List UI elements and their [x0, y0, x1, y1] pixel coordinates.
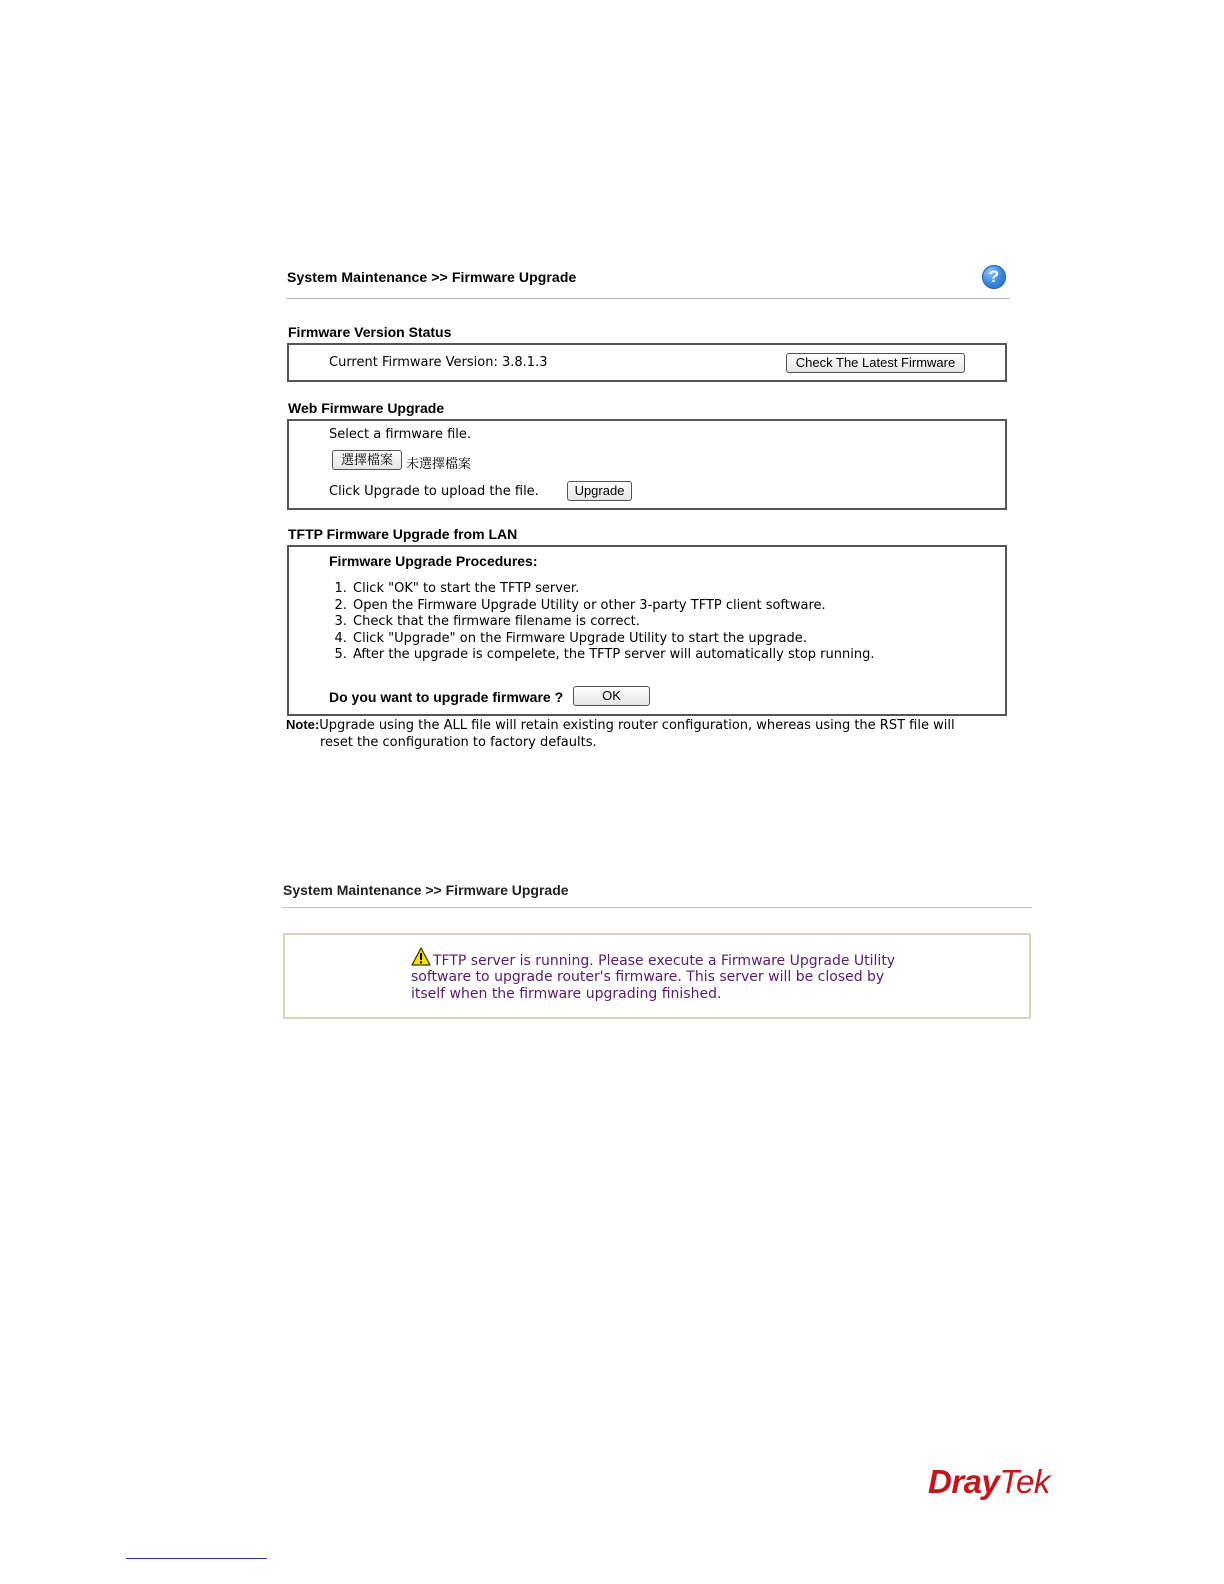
status-message-box: [283, 933, 1031, 1019]
procedure-step: 1. Click "OK" to start the TFTP server.: [351, 581, 874, 598]
ok-button[interactable]: OK: [573, 686, 650, 706]
current-firmware-version: Current Firmware Version: 3.8.1.3: [329, 355, 548, 370]
firmware-upgrade-panel: [286, 262, 1010, 757]
tftp-running-panel: [282, 878, 1032, 1023]
header-divider: [282, 907, 1032, 908]
note-line1: Upgrade using the ALL file will retain existing router configuration, whereas using the RST file will: [319, 718, 955, 733]
help-icon[interactable]: ?: [982, 265, 1006, 289]
upgrade-question: Do you want to upgrade firmware ?: [329, 689, 564, 705]
web-firmware-upgrade-box: [287, 419, 1007, 510]
procedure-step: 2. Open the Firmware Upgrade Utility or other 3-party TFTP client software.: [351, 598, 874, 615]
status-message: [411, 953, 931, 1002]
procedure-list: [329, 581, 874, 664]
draytek-logo: [928, 1463, 1050, 1501]
firmware-version-status-box: [287, 343, 1007, 382]
logo-part2: Tek: [999, 1463, 1050, 1500]
procedures-title: Firmware Upgrade Procedures:: [329, 553, 538, 569]
message-line1: TFTP server is running. Please execute a Firmware Upgrade Utility: [433, 953, 896, 969]
message-line3: itself when the firmware upgrading finished.: [411, 985, 722, 1002]
check-latest-firmware-button[interactable]: Check The Latest Firmware: [786, 353, 965, 373]
header-divider: [286, 298, 1010, 299]
firmware-version-status-title: Firmware Version Status: [288, 324, 452, 340]
breadcrumb: System Maintenance >> Firmware Upgrade: [283, 882, 569, 898]
upgrade-button[interactable]: Upgrade: [567, 481, 632, 501]
web-firmware-upgrade-title: Web Firmware Upgrade: [288, 400, 445, 416]
tftp-upgrade-title: TFTP Firmware Upgrade from LAN: [288, 526, 518, 542]
message-line2: software to upgrade router's firmware. This server will be closed by: [411, 969, 885, 986]
procedure-step: 4. Click "Upgrade" on the Firmware Upgrade Utility to start the upgrade.: [351, 631, 874, 648]
select-firmware-text: Select a firmware file.: [329, 427, 472, 442]
note: [286, 716, 1006, 751]
procedure-step: 5. After the upgrade is compelete, the TFTP server will automatically stop running.: [351, 647, 874, 664]
note-label: Note:: [286, 717, 320, 732]
breadcrumb: System Maintenance >> Firmware Upgrade: [287, 269, 577, 285]
click-upgrade-text: Click Upgrade to upload the file.: [329, 484, 539, 499]
no-file-selected-text: 未選擇檔案: [406, 457, 472, 472]
note-line2: reset the configuration to factory defaults.: [320, 735, 597, 750]
footer-line: [126, 1558, 267, 1559]
logo-part1: Dray: [928, 1463, 1000, 1500]
choose-file-button[interactable]: 選擇檔案: [332, 450, 402, 470]
tftp-upgrade-box: [287, 545, 1007, 716]
procedure-step: 3. Check that the firmware filename is correct.: [351, 614, 874, 631]
